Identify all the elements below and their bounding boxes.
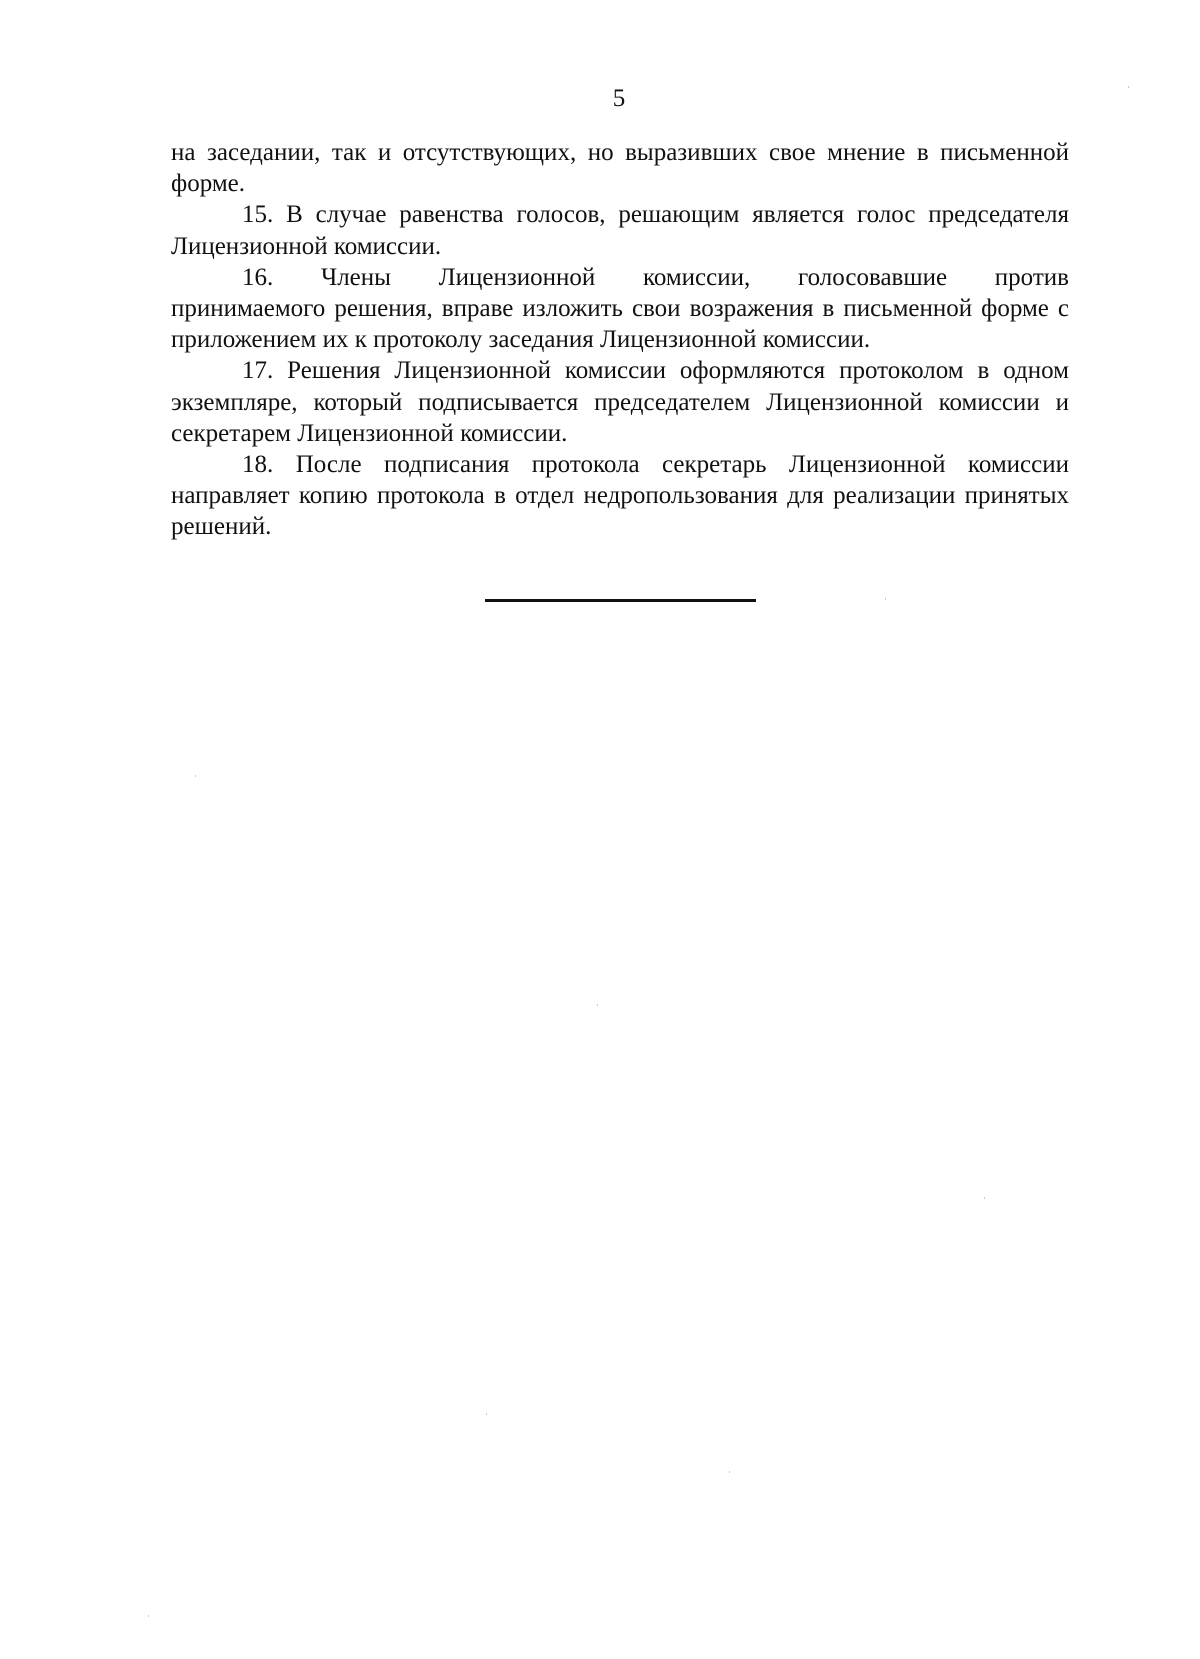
closing-rule <box>485 599 756 602</box>
item-16-number: 16. <box>242 263 274 291</box>
scan-speck <box>486 1413 487 1415</box>
scan-speck <box>729 1471 730 1473</box>
item-16-word: против <box>994 263 1069 291</box>
paragraph-item-16-rest: принимаемого решения, вправе изложить свои возражения в письменной форме с приложением их к протоколу заседания Лицензионной комиссии. <box>171 295 1069 354</box>
scan-speck <box>597 1004 598 1006</box>
item-16-word: комиссии, <box>642 263 751 291</box>
item-16-word: Члены <box>320 263 391 291</box>
page-number: 5 <box>612 85 626 112</box>
scan-speck <box>1128 86 1129 88</box>
paragraph-item-16 <box>171 262 1069 356</box>
paragraph-item-16-first-line <box>171 262 1069 293</box>
paragraph-continuation: на заседании, так и отсутствующих, но выразивших свое мнение в письменной форме. <box>171 139 1069 198</box>
document-body <box>171 137 1069 543</box>
item-16-word: Лицензионной <box>438 263 596 291</box>
scan-speck <box>148 1615 149 1617</box>
item-16-word: голосовавшие <box>797 263 948 291</box>
scan-speck <box>984 1197 985 1199</box>
paragraph-item-18: 18. После подписания протокола секретарь Лицензионной комиссии направляет копию протокола в отдел недропользования для реализации принятых решений. <box>171 451 1069 541</box>
paragraph-item-17: 17. Решения Лицензионной комиссии оформляются протоколом в одном экземпляре, который подписывается председателем Лицензионной комиссии и секретарем Лицензионной комиссии. <box>171 357 1069 447</box>
paragraph-item-15: 15. В случае равенства голосов, решающим является голос председателя Лицензионной комиссии. <box>171 201 1069 260</box>
scan-speck <box>195 775 196 777</box>
scan-speck <box>885 598 886 600</box>
